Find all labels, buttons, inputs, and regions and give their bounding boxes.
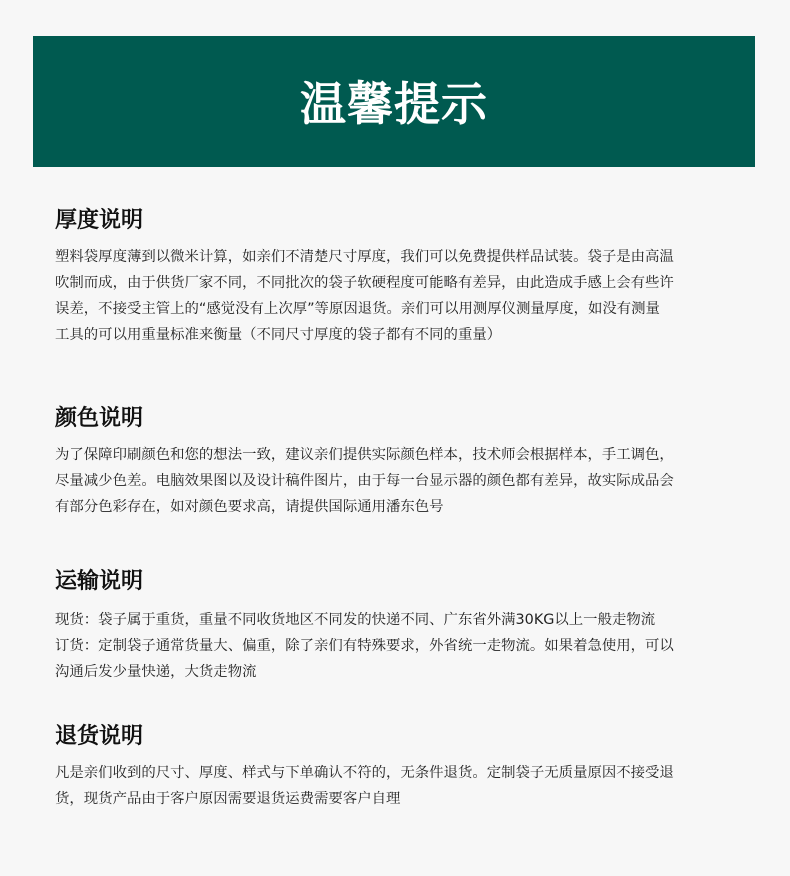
- section-heading-returns: 退货说明: [55, 724, 144, 749]
- section-shipping: [55, 567, 745, 685]
- title-banner: [33, 36, 755, 167]
- section-text-returns: 凡是亲们收到的尺寸、厚度、样式与下单确认不符的，无条件退货。定制袋子无质量原因不接受退 货，现货产品由于客户原因需要退货运费需要客户自理: [55, 765, 674, 807]
- section-color: [55, 404, 745, 520]
- section-heading-color: 颜色说明: [55, 406, 144, 431]
- section-heading-shipping: 运输说明: [55, 569, 144, 594]
- section-text-color: 为了保障印刷颜色和您的想法一致，建议亲们提供实际颜色样本，技术师会根据样本，手工调色， 尽量减少色差。电脑效果图以及设计稿件图片，由于每一台显示器的颜色都有差异，故实际成品会 有部分色彩存在，如对颜色要求高，请提供国际通用潘东色号: [55, 447, 674, 515]
- section-returns: [55, 722, 745, 812]
- section-text-thickness: 塑料袋厚度薄到以微米计算，如亲们不清楚尺寸厚度，我们可以免费提供样品试装。袋子是由高温 吹制而成，由于供货厂家不同，不同批次的袋子软硬程度可能略有差异，由此造成手感上会有些许 误差，不接受主管上的“感觉没有上次厚”等原因退货。亲们可以用测厚仪测量厚度，如没有测量 工具的可以用重量标准来衡量（不同尺寸厚度的袋子都有不同的重量）: [55, 249, 674, 343]
- banner-title: 温馨提示: [300, 76, 488, 131]
- section-thickness: [55, 206, 745, 348]
- section-text-shipping: 现货：袋子属于重货，重量不同收货地区不同发的快递不同、广东省外满30KG以上一般走物流 订货：定制袋子通常货量大、偏重，除了亲们有特殊要求，外省统一走物流。如果着急使用，可以 沟通后发少量快递，大货走物流: [55, 612, 674, 680]
- section-heading-thickness: 厚度说明: [55, 208, 144, 233]
